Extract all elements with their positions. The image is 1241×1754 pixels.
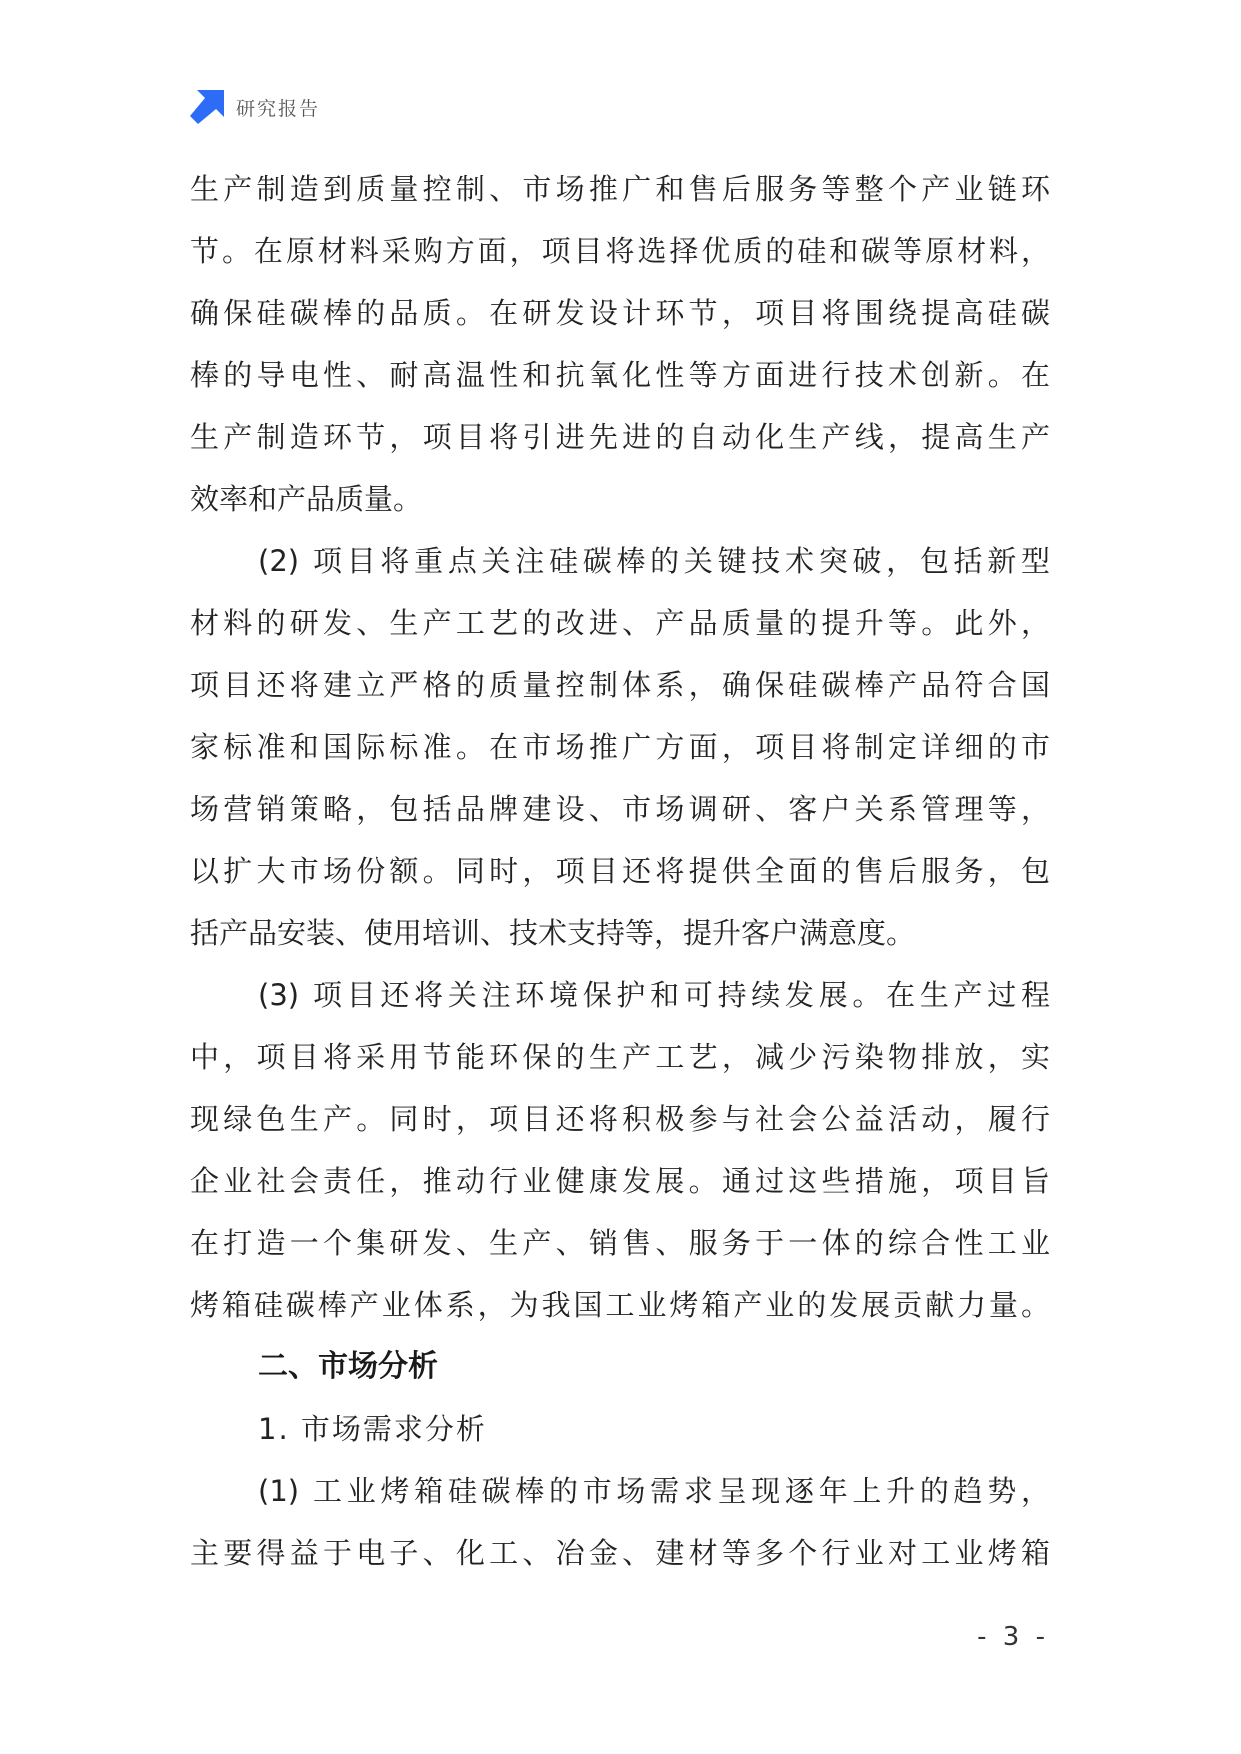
- body-line: 生产制造环节，项目将引进先进的自动化生产线，提高生产: [190, 420, 1050, 454]
- body-line: 生产制造到质量控制、市场推广和售后服务等整个产业链环: [190, 172, 1050, 206]
- body-line: 中，项目将采用节能环保的生产工艺，减少污染物排放，实: [190, 1040, 1050, 1074]
- body-line: 家标准和国际标准。在市场推广方面，项目将制定详细的市: [190, 730, 1050, 764]
- body-line: 现绿色生产。同时，项目还将积极参与社会公益活动，履行: [190, 1102, 1050, 1136]
- body-line: 企业社会责任，推动行业健康发展。通过这些措施，项目旨: [190, 1164, 1050, 1198]
- section-heading: 二、市场分析: [258, 1349, 438, 1384]
- body-line: 烤箱硅碳棒产业体系，为我国工业烤箱产业的发展贡献力量。: [190, 1288, 1050, 1322]
- body-line: 主要得益于电子、化工、冶金、建材等多个行业对工业烤箱: [190, 1536, 1050, 1570]
- body-line: (1) 工业烤箱硅碳棒的市场需求呈现逐年上升的趋势，: [258, 1474, 1050, 1508]
- body-line: 材料的研发、生产工艺的改进、产品质量的提升等。此外，: [190, 606, 1050, 640]
- page-number: - 3 -: [977, 1622, 1049, 1652]
- subsection-heading: 1. 市场需求分析: [258, 1412, 487, 1446]
- body-line: 括产品安装、使用培训、技术支持等，提升客户满意度。: [190, 916, 916, 950]
- arrow-up-right-icon: [190, 90, 224, 124]
- document-body: [190, 158, 1050, 1584]
- document-header: [190, 90, 320, 124]
- header-title: 研究报告: [236, 97, 321, 120]
- body-line: (2) 项目将重点关注硅碳棒的关键技术突破，包括新型: [258, 544, 1050, 578]
- body-line: 确保硅碳棒的品质。在研发设计环节，项目将围绕提高硅碳: [190, 296, 1050, 330]
- body-line: 棒的导电性、耐高温性和抗氧化性等方面进行技术创新。在: [190, 358, 1050, 392]
- body-line: 场营销策略，包括品牌建设、市场调研、客户关系管理等，: [190, 792, 1050, 826]
- body-line: 效率和产品质量。: [190, 482, 423, 516]
- body-line: 在打造一个集研发、生产、销售、服务于一体的综合性工业: [190, 1226, 1050, 1260]
- body-line: 项目还将建立严格的质量控制体系，确保硅碳棒产品符合国: [190, 668, 1050, 702]
- body-line: 以扩大市场份额。同时，项目还将提供全面的售后服务，包: [190, 854, 1050, 888]
- body-line: (3) 项目还将关注环境保护和可持续发展。在生产过程: [258, 978, 1050, 1012]
- body-line: 节。在原材料采购方面，项目将选择优质的硅和碳等原材料，: [190, 234, 1050, 268]
